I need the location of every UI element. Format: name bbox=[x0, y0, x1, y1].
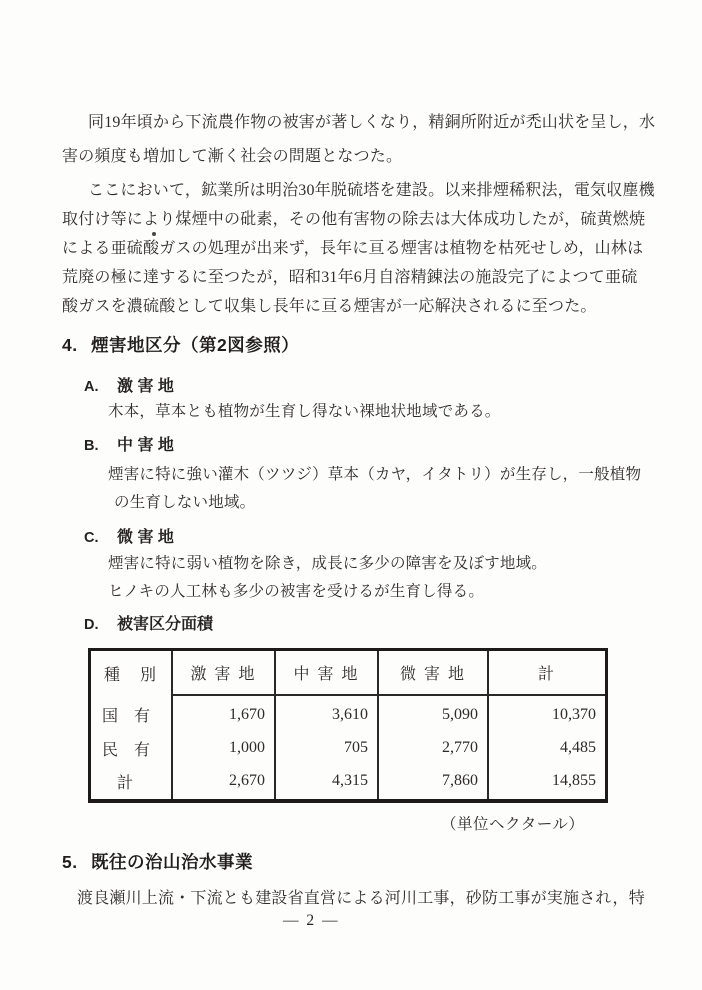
subsection-label: D. bbox=[84, 617, 99, 633]
subsection-b-body bbox=[108, 461, 641, 516]
section-number: 5. bbox=[62, 852, 78, 872]
table-cell: 2,770 bbox=[379, 733, 489, 763]
table-cell: 3,610 bbox=[276, 696, 379, 733]
text-line: ここにおいて，鉱業所は明治30年脱硫塔を建設。以来排煙稀釈法，電気収塵機 bbox=[88, 182, 655, 199]
table-row-total bbox=[91, 763, 605, 799]
subsection-c-body bbox=[108, 550, 547, 605]
paragraph-river-works bbox=[62, 884, 645, 914]
subsection-label: B. bbox=[84, 438, 99, 454]
row-label: 国 有 bbox=[91, 696, 173, 733]
text-line: 煙害に特に弱い植物を除き，成長に多少の障害を及ぼす地域。 bbox=[108, 555, 547, 572]
subsection-label: C. bbox=[84, 530, 99, 546]
page-number: — 2 — bbox=[283, 912, 340, 929]
table-cell: 5,090 bbox=[379, 696, 489, 733]
table-header-cell: 微 害 地 bbox=[379, 651, 489, 696]
table-cell: 1,670 bbox=[173, 696, 276, 733]
table-cell: 7,860 bbox=[379, 763, 489, 799]
text-line: 煙害に特に強い灌木（ツツジ）草本（カヤ，イタトリ）が生存し，一般植物 bbox=[108, 466, 642, 483]
damage-area-table bbox=[88, 648, 608, 803]
table-cell: 14,855 bbox=[552, 772, 596, 789]
table-cell: 4,485 bbox=[560, 739, 596, 756]
paragraph-flood-damage bbox=[62, 106, 655, 174]
table-header-cell: 種 別 bbox=[91, 651, 173, 696]
table-row bbox=[91, 696, 605, 733]
text-line: 取付け等により煤煙中の砒素，その他有害物の除去は大体成功したが，硫黄燃焼 bbox=[62, 211, 646, 228]
section-title: 既往の治山治水事業 bbox=[91, 852, 253, 872]
table-cell: 705 bbox=[276, 733, 379, 763]
text-line: 木本，草本とも植物が生育し得ない裸地状地域である。 bbox=[108, 403, 501, 420]
subsection-label: A. bbox=[84, 379, 99, 395]
table-header-cell: 中 害 地 bbox=[276, 651, 379, 696]
table-header-row bbox=[91, 651, 605, 696]
section-4-heading bbox=[62, 332, 299, 357]
table-cell: 2,670 bbox=[173, 763, 276, 799]
table-row bbox=[91, 733, 605, 763]
table-cell: 1,000 bbox=[173, 733, 276, 763]
scan-artifact-dot bbox=[152, 232, 156, 236]
text-line: 荒廃の極に達するに至つたが，昭和31年6月自溶精錬法の施設完了によつて亜硫 bbox=[62, 269, 638, 286]
row-label: 民 有 bbox=[91, 733, 173, 763]
table-header-cell: 計 bbox=[489, 651, 605, 696]
subsection-title: 被害区分面積 bbox=[117, 616, 214, 633]
subsection-title: 微 害 地 bbox=[117, 529, 174, 546]
table-header-cell: 激 害 地 bbox=[173, 651, 276, 696]
subsection-d-heading bbox=[84, 611, 213, 634]
text-line: による亜硫酸ガスの処理が出来ず，長年に亘る煙害は植物を枯死せしめ，山林は bbox=[62, 240, 644, 257]
subsection-c-heading bbox=[84, 524, 174, 547]
table-unit-note: （単位ヘクタール） bbox=[441, 816, 585, 833]
text-line: 同19年頃から下流農作物の被害が著しくなり，精銅所附近が禿山状を呈し，水 bbox=[88, 114, 656, 131]
subsection-a-body bbox=[108, 398, 501, 426]
section-title: 煙害地区分（第2図参照） bbox=[91, 335, 300, 355]
section-number: 4. bbox=[62, 335, 78, 355]
text-line: ヒノキの人工林も多少の被害を受けるが生育し得る。 bbox=[108, 582, 485, 600]
table-cell: 4,315 bbox=[276, 763, 379, 799]
subsection-title: 中 害 地 bbox=[117, 437, 174, 454]
text-line: 害の頻度も増加して漸く社会の問題となつた。 bbox=[62, 148, 403, 165]
subsection-b-heading bbox=[84, 432, 174, 455]
subsection-a-heading bbox=[84, 373, 174, 396]
text-line: 酸ガスを濃硫酸として収集し長年に亘る煙害が一応解決されるに至つた。 bbox=[62, 298, 597, 315]
subsection-title: 激 害 地 bbox=[117, 378, 174, 395]
paragraph-desulfurization-history bbox=[62, 176, 655, 321]
table-cell: 10,370 bbox=[552, 705, 596, 723]
row-label: 計 bbox=[91, 763, 173, 799]
text-line: の生育しない地域。 bbox=[114, 493, 256, 511]
section-5-heading bbox=[62, 849, 253, 874]
text-line: 渡良瀬川上流・下流とも建設省直営による河川工事，砂防工事が実施され，特 bbox=[77, 890, 645, 907]
